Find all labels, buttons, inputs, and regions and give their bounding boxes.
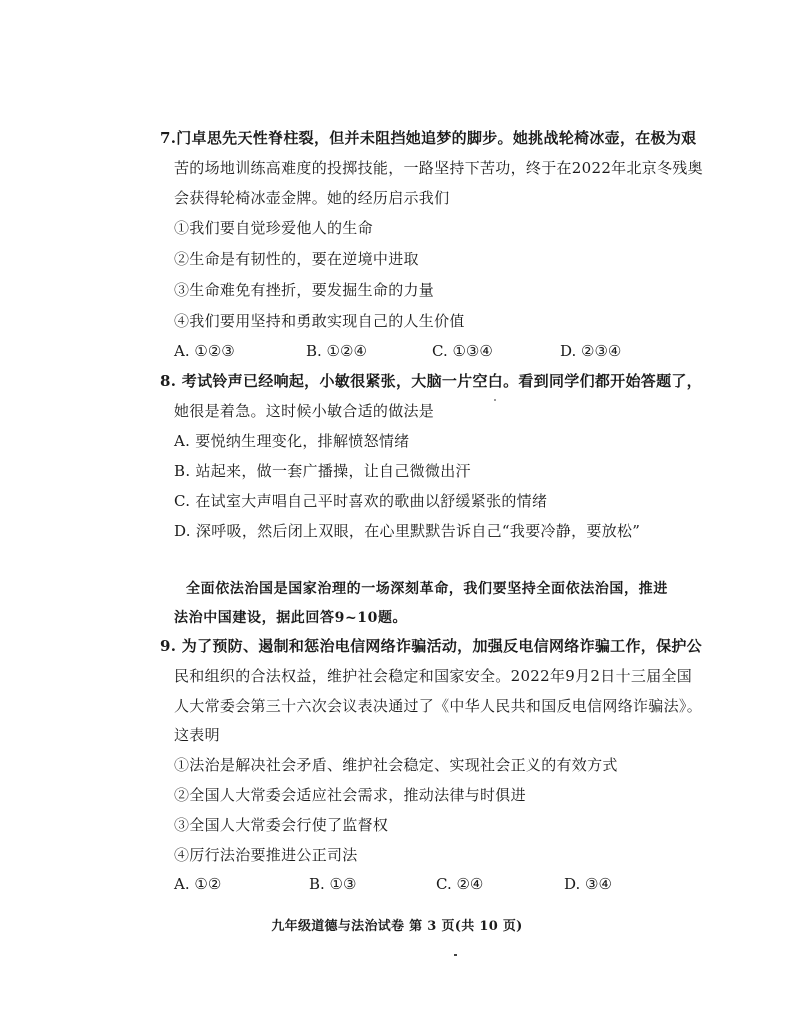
scan-speck — [494, 399, 496, 401]
q9-stem-line2: 民和组织的合法权益，维护社会稳定和国家安全。2022年9月2日十三届全国 — [174, 667, 693, 685]
q9-statement-2: ②全国人大常委会适应社会需求，推动法律与时俱进 — [174, 786, 526, 804]
q7-statement-2: ②生命是有韧性的，要在逆境中进取 — [174, 250, 419, 268]
q7-statement-1: ①我们要自觉珍爱他人的生命 — [174, 219, 373, 237]
q7-statement-4: ④我们要用坚持和勇敢实现自己的人生价值 — [174, 312, 465, 330]
q9-statement-3: ③全国人大常委会行使了监督权 — [174, 816, 389, 834]
q7-option-d: D. ②③④ — [560, 342, 622, 360]
q8-option-d: D. 深呼吸，然后闭上双眼，在心里默默告诉自己“我要冷静，要放松” — [174, 522, 641, 540]
q9-stem-line4: 这表明 — [174, 726, 220, 744]
q9-statement-1: ①法治是解决社会矛盾、维护社会稳定、实现社会正义的有效方式 — [174, 756, 618, 774]
q9-stem-line1: 9. 为了预防、遏制和惩治电信网络诈骗活动，加强反电信网络诈骗工作，保护公 — [160, 637, 702, 655]
q8-stem-line2: 她很是着急。这时候小敏合适的做法是 — [174, 402, 435, 420]
section-intro-line2: 法治中国建设，据此回答9~10题。 — [174, 610, 408, 626]
q7-stem-line1: 7.门卓思先天性脊柱裂，但并未阻挡她追梦的脚步。她挑战轮椅冰壶，在极为艰 — [160, 129, 697, 147]
page-footer: 九年级道德与法治试卷 第 3 页(共 10 页) — [271, 919, 523, 934]
q9-options — [174, 874, 634, 894]
q7-stem-line3: 会获得轮椅冰壶金牌。她的经历启示我们 — [174, 189, 450, 207]
section-intro-line1: 全面依法治国是国家治理的一场深刻革命，我们要坚持全面依法治国，推进 — [186, 581, 668, 597]
q8-option-a: A. 要悦纳生理变化，排解愤怒情绪 — [174, 432, 410, 450]
q8-stem-line1: 8. 考试铃声已经响起，小敏很紧张，大脑一片空白。看到同学们都开始答题了， — [160, 372, 702, 390]
q8-option-c: C. 在试室大声唱自己平时喜欢的歌曲以舒缓紧张的情绪 — [174, 492, 548, 510]
q9-option-b: B. ①③ — [309, 875, 357, 893]
q7-option-b: B. ①②④ — [306, 342, 367, 360]
q7-option-a: A. ①②③ — [174, 342, 235, 360]
q7-stem-line2: 苦的场地训练高难度的投掷技能，一路坚持下苦功，终于在2022年北京冬残奥 — [174, 159, 703, 177]
q9-option-d: D. ③④ — [564, 875, 612, 893]
q9-statement-4: ④厉行法治要推进公正司法 — [174, 846, 358, 864]
q9-option-c: C. ②④ — [436, 875, 484, 893]
q7-statement-3: ③生命难免有挫折，要发掘生命的力量 — [174, 281, 435, 299]
q9-stem-line3: 人大常委会第三十六次会议表决通过了《中华人民共和国反电信网络诈骗法》。 — [174, 697, 703, 715]
q7-option-c: C. ①③④ — [432, 342, 493, 360]
q7-options — [174, 341, 654, 361]
q8-option-b: B. 站起来，做一套广播操，让自己微微出汗 — [174, 462, 471, 480]
q9-option-a: A. ①② — [174, 875, 222, 893]
scan-dot — [454, 954, 457, 956]
